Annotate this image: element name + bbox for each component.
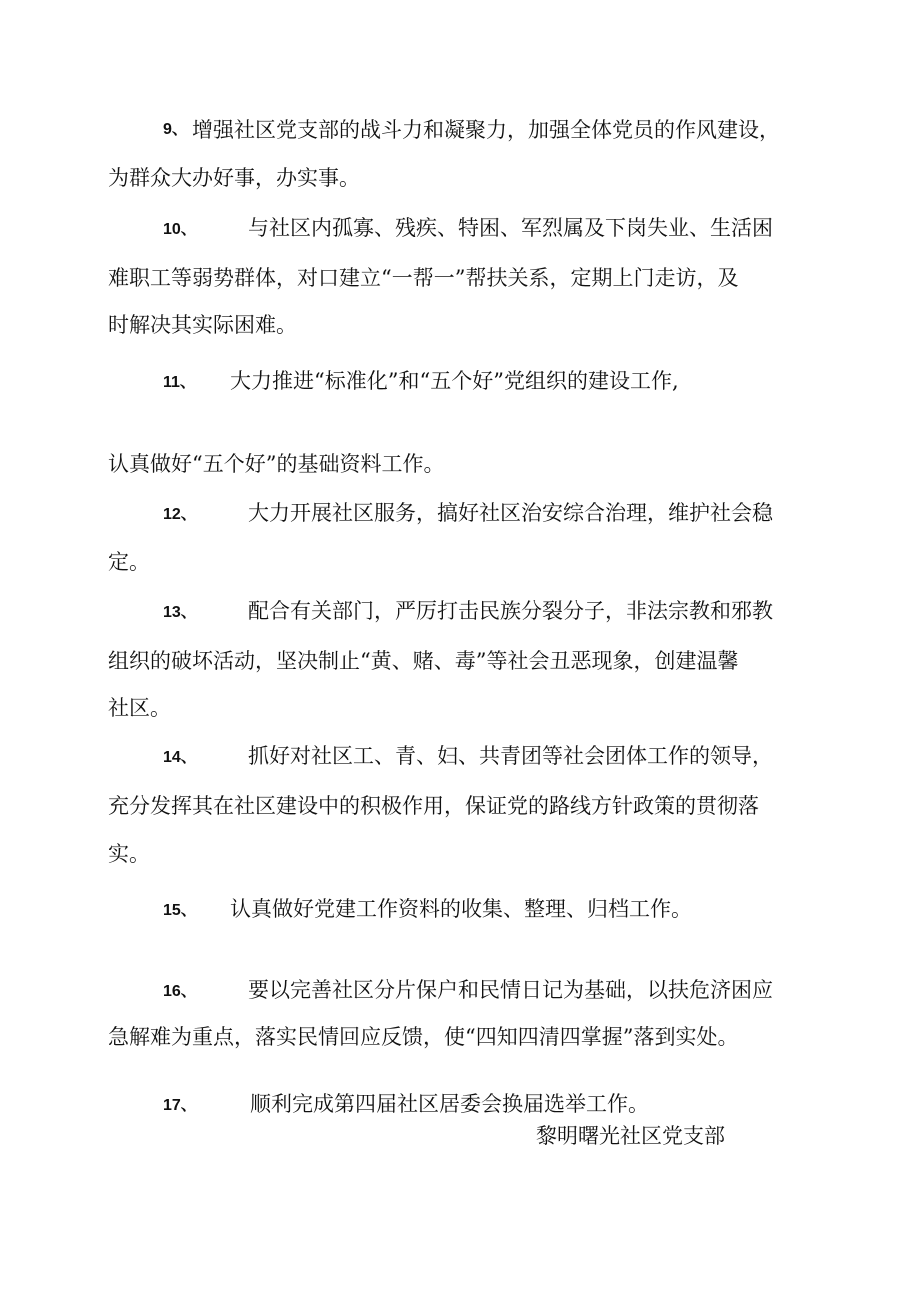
item-number: 15、	[163, 902, 197, 919]
item-text-line: 定。	[108, 550, 150, 574]
item-text-line: 社区。	[108, 696, 171, 720]
item-text-line: 时解决其实际困难。	[108, 313, 297, 337]
item-text-line: 难职工等弱势群体，对口建立“一帮一”帮扶关系，定期上门走访，及	[108, 266, 739, 290]
item-number: 17、	[163, 1097, 197, 1114]
item-text-line: 顺利完成第四届社区居委会换届选举工作。	[250, 1092, 649, 1116]
signature: 黎明曙光社区党支部	[536, 1124, 725, 1148]
item-text-line: 大力推进“标准化”和“五个好”党组织的建设工作,	[230, 369, 679, 393]
item-text-line: 组织的破坏活动，坚决制止“黄、赌、毒”等社会丑恶现象，创建温馨	[108, 649, 739, 673]
item-text-line: 要以完善社区分片保户和民情日记为基础，以扶危济困应	[248, 978, 773, 1002]
item-text-line: 大力开展社区服务，搞好社区治安综合治理，维护社会稳	[248, 501, 773, 525]
item-number: 9、	[163, 121, 188, 138]
item-number: 16、	[163, 983, 197, 1000]
item-text-line: 认真做好“五个好”的基础资料工作。	[108, 452, 445, 476]
item-text-line: 为群众大办好事，办实事。	[108, 166, 360, 190]
item-text-line: 充分发挥其在社区建设中的积极作用，保证党的路线方针政策的贯彻落	[108, 794, 759, 818]
item-number: 12、	[163, 506, 197, 523]
item-number: 11、	[163, 374, 196, 391]
item-text-line: 急解难为重点，落实民情回应反馈，使“四知四清四掌握”落到实处。	[108, 1025, 739, 1049]
item-text-line: 实。	[108, 842, 150, 866]
item-number: 13、	[163, 604, 197, 621]
item-number: 14、	[163, 749, 197, 766]
item-text-line: 认真做好党建工作资料的收集、整理、归档工作。	[230, 897, 692, 921]
item-text-line: 与社区内孤寡、残疾、特困、军烈属及下岗失业、生活困	[248, 216, 773, 240]
item-text-line: 配合有关部门，严厉打击民族分裂分子，非法宗教和邪教	[248, 599, 773, 623]
item-text-line: 抓好对社区工、青、妇、共青团等社会团体工作的领导，	[248, 744, 773, 768]
item-number: 10、	[163, 221, 197, 238]
item-text-line: 增强社区党支部的战斗力和凝聚力，加强全体党员的作风建设，	[192, 118, 780, 142]
